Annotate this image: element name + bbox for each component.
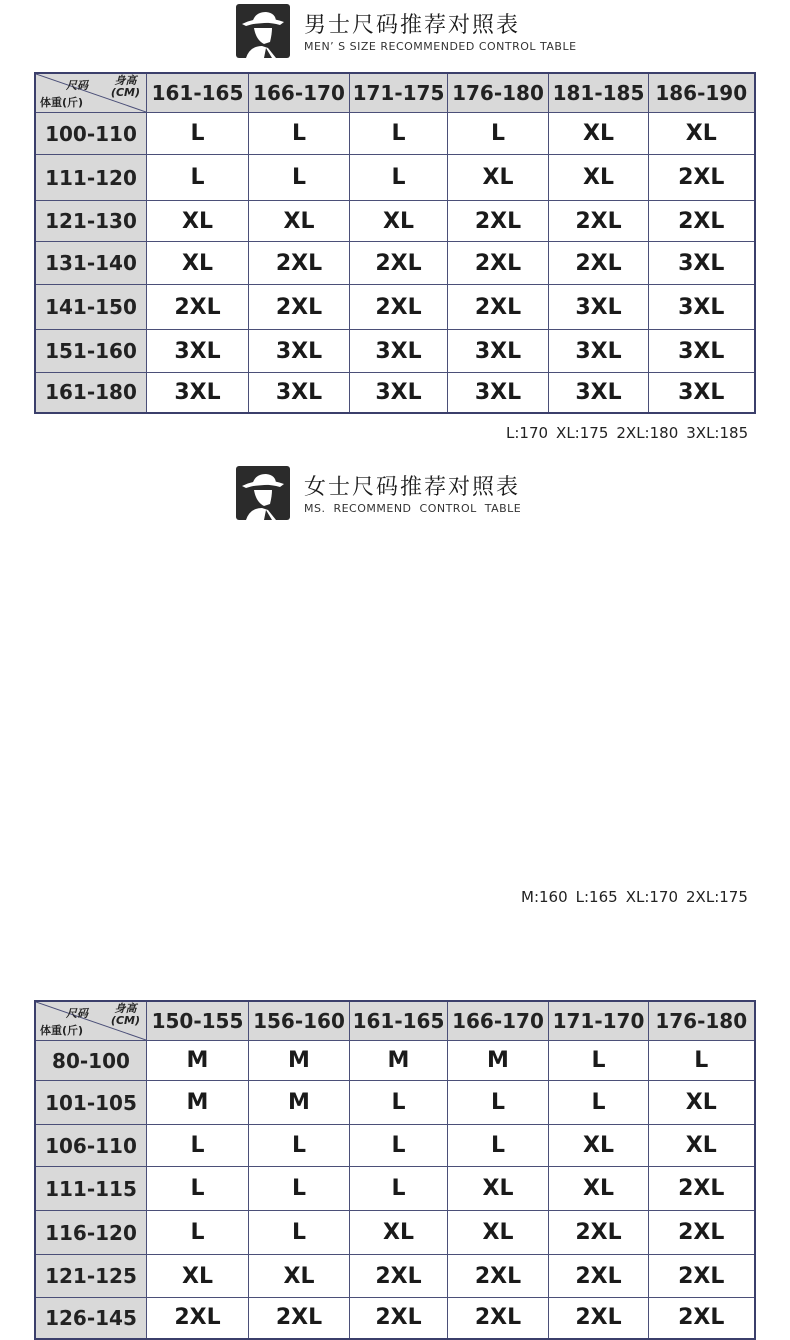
column-header: 166-170 bbox=[448, 1001, 549, 1041]
size-cell: XL bbox=[549, 1125, 649, 1167]
women-header-row bbox=[35, 1001, 755, 1041]
size-cell: 3XL bbox=[549, 285, 649, 330]
size-cell: 2XL bbox=[649, 1167, 755, 1211]
women-title-en: MS. RECOMMEND CONTROL TABLE bbox=[304, 502, 522, 515]
size-cell: XL bbox=[649, 1081, 755, 1125]
size-cell: 2XL bbox=[448, 201, 549, 242]
row-weight-label: 111-120 bbox=[35, 155, 147, 201]
size-cell: 3XL bbox=[649, 330, 755, 373]
size-cell: XL bbox=[549, 113, 649, 155]
size-cell: L bbox=[147, 1125, 249, 1167]
size-cell: XL bbox=[350, 1211, 448, 1255]
column-header: 186-190 bbox=[649, 73, 755, 113]
size-cell: 2XL bbox=[649, 201, 755, 242]
size-cell: L bbox=[448, 1125, 549, 1167]
size-cell: 3XL bbox=[549, 373, 649, 413]
size-cell: XL bbox=[147, 242, 249, 285]
row-weight-label: 116-120 bbox=[35, 1211, 147, 1255]
size-cell: L bbox=[549, 1041, 649, 1081]
men-header-row bbox=[35, 73, 755, 113]
size-cell: 2XL bbox=[549, 201, 649, 242]
size-cell: 2XL bbox=[549, 1298, 649, 1339]
size-cell: 2XL bbox=[448, 285, 549, 330]
size-cell: 2XL bbox=[549, 1255, 649, 1298]
size-cell: L bbox=[549, 1081, 649, 1125]
size-cell: 3XL bbox=[649, 285, 755, 330]
size-cell: L bbox=[350, 1125, 448, 1167]
note-item: XL:170 bbox=[625, 888, 679, 906]
column-header: 176-180 bbox=[448, 73, 549, 113]
size-cell: L bbox=[249, 155, 350, 201]
size-cell: 3XL bbox=[549, 330, 649, 373]
size-cell: 2XL bbox=[249, 285, 350, 330]
size-cell: 3XL bbox=[350, 373, 448, 413]
row-weight-label: 161-180 bbox=[35, 373, 147, 413]
column-header: 161-165 bbox=[147, 73, 249, 113]
size-cell: 2XL bbox=[249, 1298, 350, 1339]
note-item: 3XL:185 bbox=[686, 424, 749, 442]
table-row bbox=[35, 1081, 755, 1125]
men-size-table bbox=[34, 72, 756, 414]
table-row bbox=[35, 373, 755, 413]
row-weight-label: 131-140 bbox=[35, 242, 147, 285]
size-cell: XL bbox=[350, 201, 448, 242]
table-row bbox=[35, 285, 755, 330]
size-cell: XL bbox=[549, 1167, 649, 1211]
note-item: L:170 bbox=[506, 424, 549, 442]
table-row bbox=[35, 1041, 755, 1081]
size-cell: XL bbox=[649, 113, 755, 155]
size-cell: 3XL bbox=[649, 242, 755, 285]
size-cell: 2XL bbox=[448, 1298, 549, 1339]
size-cell: XL bbox=[249, 201, 350, 242]
table-row bbox=[35, 1298, 755, 1339]
women-size-notes bbox=[521, 888, 756, 906]
size-cell: 2XL bbox=[549, 1211, 649, 1255]
row-weight-label: 100-110 bbox=[35, 113, 147, 155]
corner-height-label bbox=[111, 75, 140, 99]
size-cell: 3XL bbox=[249, 330, 350, 373]
size-cell: L bbox=[350, 1081, 448, 1125]
row-weight-label: 151-160 bbox=[35, 330, 147, 373]
size-cell: 3XL bbox=[448, 373, 549, 413]
men-title-en: MEN’ S SIZE RECOMMENDED CONTROL TABLE bbox=[304, 40, 577, 53]
table-row bbox=[35, 242, 755, 285]
size-cell: L bbox=[249, 1125, 350, 1167]
size-cell: XL bbox=[649, 1125, 755, 1167]
corner-height-text: 身高 bbox=[114, 74, 137, 87]
size-cell: 3XL bbox=[448, 330, 549, 373]
corner-size-label: 尺码 bbox=[66, 1007, 88, 1020]
women-size-table bbox=[34, 1000, 756, 1340]
corner-height-text: 身高 bbox=[114, 1002, 137, 1015]
size-cell: L bbox=[147, 113, 249, 155]
size-cell: 2XL bbox=[649, 1255, 755, 1298]
corner-height-unit: (CM) bbox=[110, 1014, 140, 1027]
size-cell: 2XL bbox=[350, 285, 448, 330]
size-cell: 3XL bbox=[147, 330, 249, 373]
row-weight-label: 121-130 bbox=[35, 201, 147, 242]
size-cell: 3XL bbox=[147, 373, 249, 413]
size-cell: 2XL bbox=[350, 1298, 448, 1339]
size-cell: L bbox=[448, 1081, 549, 1125]
size-cell: M bbox=[147, 1041, 249, 1081]
note-item: M:160 bbox=[521, 888, 568, 906]
size-cell: XL bbox=[448, 1211, 549, 1255]
note-item: 2XL:180 bbox=[616, 424, 679, 442]
note-item: 2XL:175 bbox=[686, 888, 748, 906]
men-corner-cell bbox=[35, 73, 147, 113]
size-cell: M bbox=[448, 1041, 549, 1081]
table-row bbox=[35, 155, 755, 201]
row-weight-label: 111-115 bbox=[35, 1167, 147, 1211]
row-weight-label: 126-145 bbox=[35, 1298, 147, 1339]
men-title-cn: 男士尺码推荐对照表 bbox=[304, 13, 521, 38]
row-weight-label: 101-105 bbox=[35, 1081, 147, 1125]
size-cell: XL bbox=[549, 155, 649, 201]
corner-height-label bbox=[111, 1003, 140, 1027]
size-cell: 2XL bbox=[350, 1255, 448, 1298]
corner-height-unit: (CM) bbox=[110, 86, 140, 99]
size-cell: 3XL bbox=[649, 373, 755, 413]
size-cell: 2XL bbox=[649, 155, 755, 201]
gentleman-hat-logo-icon bbox=[236, 4, 290, 58]
column-header: 176-180 bbox=[649, 1001, 755, 1041]
men-title-block bbox=[236, 4, 756, 58]
size-cell: XL bbox=[448, 155, 549, 201]
table-row bbox=[35, 1167, 755, 1211]
table-row bbox=[35, 113, 755, 155]
corner-size-label: 尺码 bbox=[66, 79, 88, 92]
size-cell: 2XL bbox=[249, 242, 350, 285]
table-row bbox=[35, 1125, 755, 1167]
size-cell: L bbox=[147, 1167, 249, 1211]
note-item: XL:175 bbox=[556, 424, 609, 442]
column-header: 181-185 bbox=[549, 73, 649, 113]
corner-weight-label: 体重(斤) bbox=[40, 1024, 84, 1037]
men-size-notes bbox=[506, 424, 756, 442]
table-row bbox=[35, 201, 755, 242]
size-cell: 2XL bbox=[649, 1211, 755, 1255]
size-cell: 2XL bbox=[448, 1255, 549, 1298]
column-header: 161-165 bbox=[350, 1001, 448, 1041]
size-cell: 2XL bbox=[147, 1298, 249, 1339]
size-cell: M bbox=[249, 1081, 350, 1125]
size-cell: L bbox=[249, 1167, 350, 1211]
table-row bbox=[35, 330, 755, 373]
size-cell: L bbox=[249, 113, 350, 155]
size-cell: M bbox=[350, 1041, 448, 1081]
gentleman-hat-logo-icon bbox=[236, 466, 290, 520]
corner-weight-label: 体重(斤) bbox=[40, 96, 84, 109]
size-cell: XL bbox=[147, 201, 249, 242]
size-cell: L bbox=[649, 1041, 755, 1081]
table-row bbox=[35, 1255, 755, 1298]
size-cell: M bbox=[249, 1041, 350, 1081]
row-weight-label: 121-125 bbox=[35, 1255, 147, 1298]
size-cell: L bbox=[147, 1211, 249, 1255]
size-cell: 3XL bbox=[350, 330, 448, 373]
note-item: L:165 bbox=[575, 888, 618, 906]
women-title-block bbox=[236, 466, 756, 520]
size-cell: 2XL bbox=[549, 242, 649, 285]
size-cell: L bbox=[350, 155, 448, 201]
women-corner-cell bbox=[35, 1001, 147, 1041]
size-cell: L bbox=[350, 1167, 448, 1211]
size-cell: 2XL bbox=[147, 285, 249, 330]
column-header: 150-155 bbox=[147, 1001, 249, 1041]
size-cell: 3XL bbox=[249, 373, 350, 413]
column-header: 171-175 bbox=[350, 73, 448, 113]
size-cell: XL bbox=[448, 1167, 549, 1211]
size-cell: M bbox=[147, 1081, 249, 1125]
table-row bbox=[35, 1211, 755, 1255]
size-cell: L bbox=[448, 113, 549, 155]
size-cell: L bbox=[350, 113, 448, 155]
column-header: 166-170 bbox=[249, 73, 350, 113]
size-cell: 2XL bbox=[649, 1298, 755, 1339]
column-header: 156-160 bbox=[249, 1001, 350, 1041]
women-title-cn: 女士尺码推荐对照表 bbox=[304, 475, 521, 500]
size-cell: L bbox=[249, 1211, 350, 1255]
size-cell: L bbox=[147, 155, 249, 201]
size-cell: 2XL bbox=[350, 242, 448, 285]
size-cell: XL bbox=[147, 1255, 249, 1298]
row-weight-label: 106-110 bbox=[35, 1125, 147, 1167]
row-weight-label: 80-100 bbox=[35, 1041, 147, 1081]
row-weight-label: 141-150 bbox=[35, 285, 147, 330]
size-cell: XL bbox=[249, 1255, 350, 1298]
size-cell: 2XL bbox=[448, 242, 549, 285]
column-header: 171-170 bbox=[549, 1001, 649, 1041]
